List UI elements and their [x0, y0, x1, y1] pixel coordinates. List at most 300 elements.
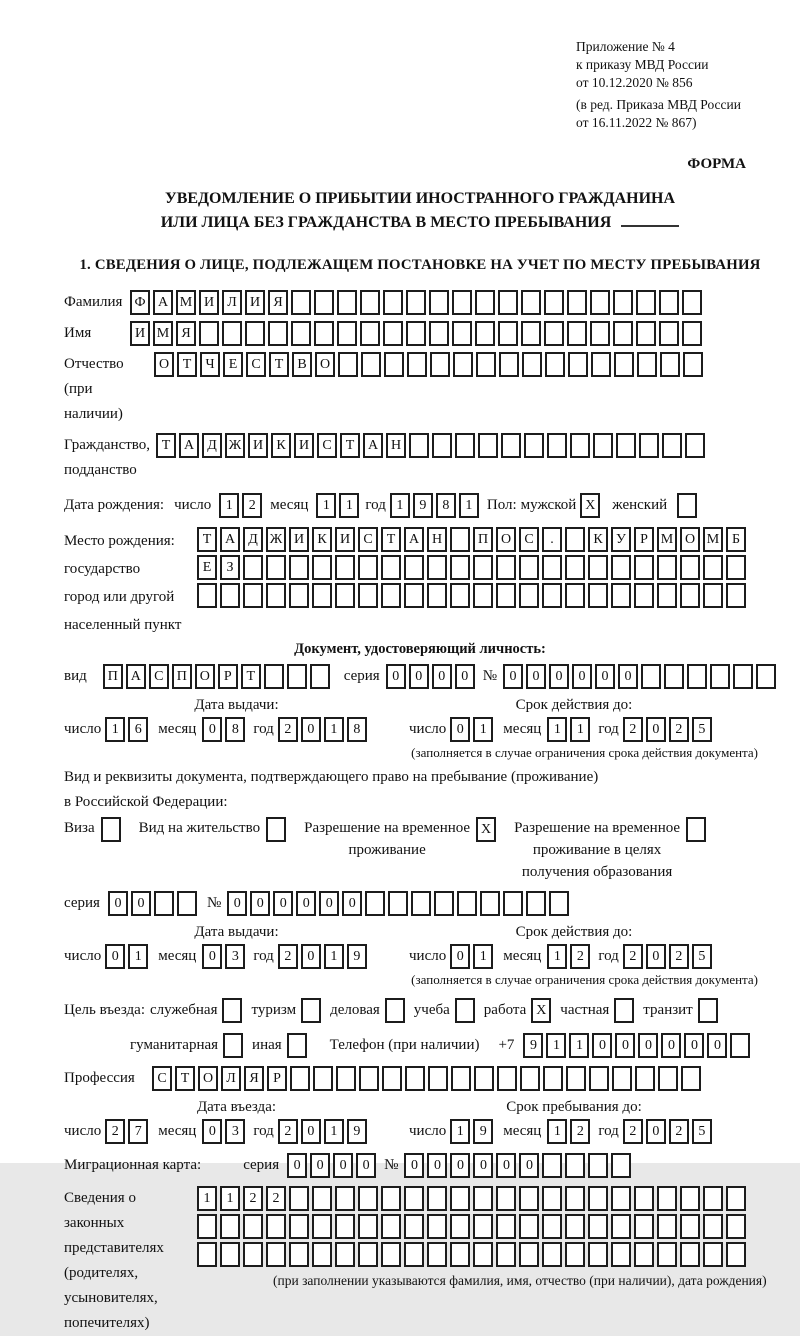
char-cell[interactable]: [634, 1214, 654, 1239]
char-cell[interactable]: 1: [324, 944, 344, 969]
char-cell[interactable]: [291, 290, 311, 315]
char-cell[interactable]: И: [199, 290, 219, 315]
char-cell[interactable]: 2: [669, 1119, 689, 1144]
char-cell[interactable]: 2: [669, 717, 689, 742]
char-cell[interactable]: [680, 1214, 700, 1239]
char-cell[interactable]: С: [246, 352, 266, 377]
char-cell[interactable]: 5: [692, 944, 712, 969]
char-cell[interactable]: [427, 583, 447, 608]
char-cell[interactable]: 0: [455, 664, 475, 689]
char-cell[interactable]: 0: [108, 891, 128, 916]
char-cell[interactable]: [681, 1066, 701, 1091]
char-cell[interactable]: [611, 1214, 631, 1239]
char-cell[interactable]: Я: [268, 290, 288, 315]
char-cell[interactable]: Л: [221, 1066, 241, 1091]
char-cell[interactable]: Д: [202, 433, 222, 458]
char-cell[interactable]: [519, 1242, 539, 1267]
char-cell[interactable]: Р: [634, 527, 654, 552]
char-cell[interactable]: [501, 433, 521, 458]
char-cell[interactable]: [405, 1066, 425, 1091]
char-cell[interactable]: [453, 352, 473, 377]
char-cell[interactable]: [726, 1214, 746, 1239]
char-cell[interactable]: [404, 555, 424, 580]
char-cell[interactable]: 0: [287, 1153, 307, 1178]
char-cell[interactable]: Я: [176, 321, 196, 346]
char-cell[interactable]: [542, 1153, 562, 1178]
char-cell[interactable]: [498, 321, 518, 346]
char-cell[interactable]: [703, 1214, 723, 1239]
char-cell[interactable]: [264, 664, 284, 689]
char-cell[interactable]: 0: [592, 1033, 612, 1058]
char-cell[interactable]: 0: [333, 1153, 353, 1178]
char-cell[interactable]: [565, 1242, 585, 1267]
char-cell[interactable]: 3: [225, 1119, 245, 1144]
char-cell[interactable]: [544, 321, 564, 346]
char-cell[interactable]: [312, 1242, 332, 1267]
char-cell[interactable]: 0: [638, 1033, 658, 1058]
char-cell[interactable]: [521, 321, 541, 346]
char-cell[interactable]: [590, 321, 610, 346]
char-cell[interactable]: 0: [319, 891, 339, 916]
char-cell[interactable]: Л: [222, 290, 242, 315]
char-cell[interactable]: [687, 664, 707, 689]
char-cell[interactable]: [480, 891, 500, 916]
char-cell[interactable]: [404, 1242, 424, 1267]
char-cell[interactable]: [730, 1033, 750, 1058]
char-cell[interactable]: 1: [459, 493, 479, 518]
char-cell[interactable]: [542, 1242, 562, 1267]
char-cell[interactable]: 2: [623, 1119, 643, 1144]
char-cell[interactable]: [567, 321, 587, 346]
char-cell[interactable]: 1: [570, 717, 590, 742]
char-cell[interactable]: [703, 583, 723, 608]
char-cell[interactable]: [338, 352, 358, 377]
char-cell[interactable]: 0: [202, 1119, 222, 1144]
char-cell[interactable]: 6: [128, 717, 148, 742]
char-cell[interactable]: [611, 583, 631, 608]
char-cell[interactable]: [498, 290, 518, 315]
char-cell[interactable]: [452, 321, 472, 346]
char-cell[interactable]: Д: [243, 527, 263, 552]
char-cell[interactable]: [710, 664, 730, 689]
char-cell[interactable]: [312, 583, 332, 608]
char-cell[interactable]: X: [531, 998, 551, 1023]
char-cell[interactable]: 0: [427, 1153, 447, 1178]
char-cell[interactable]: 1: [569, 1033, 589, 1058]
char-cell[interactable]: [455, 998, 475, 1023]
char-cell[interactable]: С: [149, 664, 169, 689]
char-cell[interactable]: [634, 555, 654, 580]
char-cell[interactable]: [496, 583, 516, 608]
char-cell[interactable]: 0: [549, 664, 569, 689]
char-cell[interactable]: 2: [242, 493, 262, 518]
char-cell[interactable]: 0: [301, 717, 321, 742]
char-cell[interactable]: [476, 352, 496, 377]
char-cell[interactable]: [388, 891, 408, 916]
char-cell[interactable]: [358, 1242, 378, 1267]
char-cell[interactable]: 0: [503, 664, 523, 689]
char-cell[interactable]: [680, 555, 700, 580]
char-cell[interactable]: [473, 583, 493, 608]
char-cell[interactable]: И: [245, 290, 265, 315]
char-cell[interactable]: [358, 583, 378, 608]
char-cell[interactable]: [703, 555, 723, 580]
char-cell[interactable]: 0: [227, 891, 247, 916]
char-cell[interactable]: 0: [473, 1153, 493, 1178]
char-cell[interactable]: П: [103, 664, 123, 689]
char-cell[interactable]: [568, 352, 588, 377]
char-cell[interactable]: [429, 321, 449, 346]
char-cell[interactable]: С: [519, 527, 539, 552]
char-cell[interactable]: .: [542, 527, 562, 552]
char-cell[interactable]: 1: [324, 717, 344, 742]
char-cell[interactable]: [677, 493, 697, 518]
char-cell[interactable]: 0: [273, 891, 293, 916]
char-cell[interactable]: [177, 891, 197, 916]
char-cell[interactable]: [496, 555, 516, 580]
char-cell[interactable]: [542, 1186, 562, 1211]
char-cell[interactable]: 5: [692, 717, 712, 742]
char-cell[interactable]: Т: [197, 527, 217, 552]
char-cell[interactable]: [365, 891, 385, 916]
char-cell[interactable]: 2: [278, 717, 298, 742]
char-cell[interactable]: [565, 1153, 585, 1178]
char-cell[interactable]: К: [312, 527, 332, 552]
char-cell[interactable]: [570, 433, 590, 458]
char-cell[interactable]: [301, 998, 321, 1023]
char-cell[interactable]: [220, 1242, 240, 1267]
char-cell[interactable]: [385, 998, 405, 1023]
char-cell[interactable]: [641, 664, 661, 689]
char-cell[interactable]: Т: [340, 433, 360, 458]
char-cell[interactable]: [611, 1153, 631, 1178]
char-cell[interactable]: 0: [646, 944, 666, 969]
char-cell[interactable]: [658, 1066, 678, 1091]
char-cell[interactable]: 5: [692, 1119, 712, 1144]
char-cell[interactable]: 1: [316, 493, 336, 518]
char-cell[interactable]: 1: [324, 1119, 344, 1144]
char-cell[interactable]: 1: [473, 944, 493, 969]
char-cell[interactable]: [313, 1066, 333, 1091]
char-cell[interactable]: [547, 433, 567, 458]
char-cell[interactable]: И: [130, 321, 150, 346]
char-cell[interactable]: [698, 998, 718, 1023]
char-cell[interactable]: 0: [131, 891, 151, 916]
char-cell[interactable]: Ж: [225, 433, 245, 458]
char-cell[interactable]: Р: [218, 664, 238, 689]
char-cell[interactable]: [616, 433, 636, 458]
char-cell[interactable]: А: [153, 290, 173, 315]
char-cell[interactable]: 0: [661, 1033, 681, 1058]
char-cell[interactable]: 0: [450, 717, 470, 742]
char-cell[interactable]: А: [220, 527, 240, 552]
char-cell[interactable]: Т: [156, 433, 176, 458]
char-cell[interactable]: [450, 555, 470, 580]
char-cell[interactable]: 2: [623, 717, 643, 742]
char-cell[interactable]: [361, 352, 381, 377]
char-cell[interactable]: [473, 1186, 493, 1211]
char-cell[interactable]: [222, 321, 242, 346]
char-cell[interactable]: [452, 290, 472, 315]
char-cell[interactable]: [636, 290, 656, 315]
char-cell[interactable]: 0: [618, 664, 638, 689]
char-cell[interactable]: [291, 321, 311, 346]
char-cell[interactable]: Е: [197, 555, 217, 580]
char-cell[interactable]: [473, 555, 493, 580]
char-cell[interactable]: [664, 664, 684, 689]
char-cell[interactable]: [659, 290, 679, 315]
char-cell[interactable]: [496, 1242, 516, 1267]
char-cell[interactable]: Н: [427, 527, 447, 552]
char-cell[interactable]: [519, 1214, 539, 1239]
char-cell[interactable]: [637, 352, 657, 377]
char-cell[interactable]: [726, 1186, 746, 1211]
char-cell[interactable]: [613, 321, 633, 346]
char-cell[interactable]: [101, 817, 121, 842]
char-cell[interactable]: 0: [646, 1119, 666, 1144]
char-cell[interactable]: [404, 1186, 424, 1211]
char-cell[interactable]: [450, 583, 470, 608]
char-cell[interactable]: [432, 433, 452, 458]
char-cell[interactable]: 1: [219, 493, 239, 518]
char-cell[interactable]: [726, 1242, 746, 1267]
char-cell[interactable]: У: [611, 527, 631, 552]
char-cell[interactable]: [634, 1186, 654, 1211]
char-cell[interactable]: 0: [301, 944, 321, 969]
char-cell[interactable]: [589, 1066, 609, 1091]
char-cell[interactable]: Т: [381, 527, 401, 552]
char-cell[interactable]: 1: [450, 1119, 470, 1144]
char-cell[interactable]: [427, 1214, 447, 1239]
char-cell[interactable]: М: [176, 290, 196, 315]
char-cell[interactable]: П: [172, 664, 192, 689]
char-cell[interactable]: [451, 1066, 471, 1091]
char-cell[interactable]: [542, 583, 562, 608]
char-cell[interactable]: [680, 1242, 700, 1267]
char-cell[interactable]: 0: [595, 664, 615, 689]
char-cell[interactable]: [243, 555, 263, 580]
char-cell[interactable]: [593, 433, 613, 458]
char-cell[interactable]: [382, 1066, 402, 1091]
char-cell[interactable]: Н: [386, 433, 406, 458]
char-cell[interactable]: [524, 433, 544, 458]
char-cell[interactable]: [657, 1242, 677, 1267]
char-cell[interactable]: Т: [269, 352, 289, 377]
char-cell[interactable]: [457, 891, 477, 916]
char-cell[interactable]: [335, 1242, 355, 1267]
char-cell[interactable]: И: [294, 433, 314, 458]
char-cell[interactable]: [243, 1242, 263, 1267]
char-cell[interactable]: [565, 555, 585, 580]
char-cell[interactable]: С: [152, 1066, 172, 1091]
char-cell[interactable]: [266, 1214, 286, 1239]
char-cell[interactable]: [519, 555, 539, 580]
char-cell[interactable]: [733, 664, 753, 689]
char-cell[interactable]: [703, 1242, 723, 1267]
char-cell[interactable]: [657, 1214, 677, 1239]
char-cell[interactable]: 1: [339, 493, 359, 518]
char-cell[interactable]: В: [292, 352, 312, 377]
char-cell[interactable]: [522, 352, 542, 377]
char-cell[interactable]: 0: [301, 1119, 321, 1144]
char-cell[interactable]: [427, 1186, 447, 1211]
char-cell[interactable]: [154, 891, 174, 916]
char-cell[interactable]: [268, 321, 288, 346]
char-cell[interactable]: [289, 555, 309, 580]
char-cell[interactable]: С: [358, 527, 378, 552]
char-cell[interactable]: 0: [202, 717, 222, 742]
char-cell[interactable]: [266, 583, 286, 608]
char-cell[interactable]: [521, 290, 541, 315]
char-cell[interactable]: [611, 555, 631, 580]
char-cell[interactable]: [404, 1214, 424, 1239]
char-cell[interactable]: [312, 1214, 332, 1239]
char-cell[interactable]: [612, 1066, 632, 1091]
char-cell[interactable]: [429, 290, 449, 315]
char-cell[interactable]: [409, 433, 429, 458]
char-cell[interactable]: З: [220, 555, 240, 580]
char-cell[interactable]: 2: [266, 1186, 286, 1211]
char-cell[interactable]: [336, 1066, 356, 1091]
char-cell[interactable]: [243, 1214, 263, 1239]
char-cell[interactable]: 0: [105, 944, 125, 969]
char-cell[interactable]: [686, 817, 706, 842]
char-cell[interactable]: [475, 321, 495, 346]
char-cell[interactable]: Р: [267, 1066, 287, 1091]
char-cell[interactable]: 2: [278, 1119, 298, 1144]
char-cell[interactable]: 0: [707, 1033, 727, 1058]
char-cell[interactable]: Т: [177, 352, 197, 377]
char-cell[interactable]: [496, 1186, 516, 1211]
char-cell[interactable]: [588, 1153, 608, 1178]
char-cell[interactable]: [383, 321, 403, 346]
char-cell[interactable]: С: [317, 433, 337, 458]
char-cell[interactable]: О: [496, 527, 516, 552]
char-cell[interactable]: [335, 583, 355, 608]
char-cell[interactable]: А: [126, 664, 146, 689]
char-cell[interactable]: [411, 891, 431, 916]
char-cell[interactable]: 9: [413, 493, 433, 518]
char-cell[interactable]: 2: [105, 1119, 125, 1144]
char-cell[interactable]: [473, 1214, 493, 1239]
char-cell[interactable]: К: [588, 527, 608, 552]
char-cell[interactable]: [428, 1066, 448, 1091]
char-cell[interactable]: 0: [615, 1033, 635, 1058]
char-cell[interactable]: М: [657, 527, 677, 552]
char-cell[interactable]: [312, 555, 332, 580]
char-cell[interactable]: [756, 664, 776, 689]
char-cell[interactable]: [542, 555, 562, 580]
char-cell[interactable]: [726, 583, 746, 608]
char-cell[interactable]: [360, 290, 380, 315]
char-cell[interactable]: [657, 583, 677, 608]
char-cell[interactable]: [434, 891, 454, 916]
char-cell[interactable]: 0: [526, 664, 546, 689]
char-cell[interactable]: [543, 1066, 563, 1091]
char-cell[interactable]: [634, 1242, 654, 1267]
char-cell[interactable]: [680, 1186, 700, 1211]
char-cell[interactable]: 2: [669, 944, 689, 969]
char-cell[interactable]: [588, 1242, 608, 1267]
char-cell[interactable]: 1: [547, 944, 567, 969]
char-cell[interactable]: 0: [404, 1153, 424, 1178]
char-cell[interactable]: [314, 321, 334, 346]
char-cell[interactable]: [680, 583, 700, 608]
char-cell[interactable]: [266, 817, 286, 842]
char-cell[interactable]: [450, 1214, 470, 1239]
char-cell[interactable]: [478, 433, 498, 458]
char-cell[interactable]: [499, 352, 519, 377]
char-cell[interactable]: 9: [523, 1033, 543, 1058]
char-cell[interactable]: [657, 555, 677, 580]
char-cell[interactable]: 0: [342, 891, 362, 916]
char-cell[interactable]: П: [473, 527, 493, 552]
char-cell[interactable]: [381, 583, 401, 608]
char-cell[interactable]: [289, 1242, 309, 1267]
char-cell[interactable]: [360, 321, 380, 346]
char-cell[interactable]: [614, 352, 634, 377]
char-cell[interactable]: И: [289, 527, 309, 552]
char-cell[interactable]: [545, 352, 565, 377]
char-cell[interactable]: Е: [223, 352, 243, 377]
char-cell[interactable]: 0: [450, 1153, 470, 1178]
char-cell[interactable]: 2: [243, 1186, 263, 1211]
char-cell[interactable]: [335, 1186, 355, 1211]
char-cell[interactable]: 0: [646, 717, 666, 742]
char-cell[interactable]: [614, 998, 634, 1023]
char-cell[interactable]: [266, 555, 286, 580]
char-cell[interactable]: 2: [570, 944, 590, 969]
char-cell[interactable]: [358, 1214, 378, 1239]
char-cell[interactable]: 1: [547, 1119, 567, 1144]
char-cell[interactable]: [588, 583, 608, 608]
char-cell[interactable]: [381, 1242, 401, 1267]
char-cell[interactable]: Т: [241, 664, 261, 689]
char-cell[interactable]: О: [315, 352, 335, 377]
char-cell[interactable]: [542, 1214, 562, 1239]
char-cell[interactable]: Б: [726, 527, 746, 552]
char-cell[interactable]: 0: [409, 664, 429, 689]
char-cell[interactable]: [685, 433, 705, 458]
char-cell[interactable]: [450, 1186, 470, 1211]
char-cell[interactable]: [635, 1066, 655, 1091]
char-cell[interactable]: [335, 555, 355, 580]
char-cell[interactable]: [359, 1066, 379, 1091]
char-cell[interactable]: 0: [450, 944, 470, 969]
char-cell[interactable]: [406, 321, 426, 346]
char-cell[interactable]: 1: [547, 717, 567, 742]
char-cell[interactable]: [519, 1186, 539, 1211]
char-cell[interactable]: [289, 583, 309, 608]
char-cell[interactable]: [683, 352, 703, 377]
char-cell[interactable]: 1: [197, 1186, 217, 1211]
char-cell[interactable]: [383, 290, 403, 315]
char-cell[interactable]: [519, 583, 539, 608]
char-cell[interactable]: Ф: [130, 290, 150, 315]
char-cell[interactable]: [590, 290, 610, 315]
char-cell[interactable]: [496, 1214, 516, 1239]
char-cell[interactable]: [588, 1214, 608, 1239]
char-cell[interactable]: [337, 321, 357, 346]
char-cell[interactable]: О: [680, 527, 700, 552]
char-cell[interactable]: [427, 555, 447, 580]
char-cell[interactable]: 1: [220, 1186, 240, 1211]
char-cell[interactable]: [266, 1242, 286, 1267]
char-cell[interactable]: X: [476, 817, 496, 842]
char-cell[interactable]: О: [195, 664, 215, 689]
char-cell[interactable]: И: [248, 433, 268, 458]
char-cell[interactable]: [381, 555, 401, 580]
